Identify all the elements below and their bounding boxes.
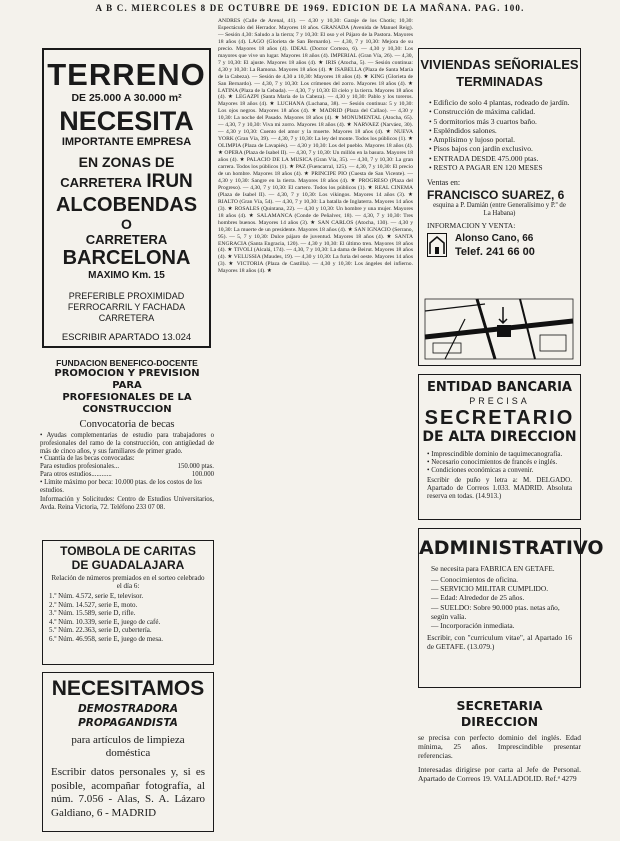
administrativo-item: — SERVICIO MILITAR CUMPLIDO. bbox=[431, 584, 549, 594]
viviendas-phone: Telef. 241 66 00 bbox=[455, 245, 535, 258]
convocatoria: Convocatoria de becas bbox=[79, 419, 175, 430]
necesitamos-ad bbox=[42, 672, 214, 832]
administrativo-ad bbox=[418, 528, 604, 688]
en-zonas: EN ZONAS DE bbox=[78, 154, 175, 170]
maximo-label: MAXIMO Km. 15 bbox=[88, 270, 165, 281]
entidad-items bbox=[419, 446, 580, 475]
fundacion-row-2 bbox=[40, 471, 214, 479]
prize-item: 4.º Núm. 10.339, serie E, juego de café. bbox=[49, 617, 161, 626]
viviendas-ventas: Ventas en: bbox=[427, 178, 461, 188]
administrativo-item: — Conocimientos de oficina. bbox=[431, 575, 519, 584]
o-label: O bbox=[121, 216, 132, 232]
necesitamos-subtitle: DEMOSTRADORA PROPAGANDISTA bbox=[77, 703, 179, 729]
administrativo-items bbox=[419, 573, 580, 630]
administrativo-intro: Se necesita para FABRICA EN GETAFE. bbox=[431, 564, 555, 573]
administrativo-footer: Escribir, con "curriculum vitae", al Apartado 16 de GETAFE. (13.079.) bbox=[427, 633, 572, 652]
secretaria-body: se precisa con perfecto dominio del inglés. Edad mínima, 25 años. Imprescindible presentar referencias. bbox=[418, 733, 581, 761]
prize-item: 3.º Núm. 15.589, serie D, rifle. bbox=[49, 609, 136, 618]
prize-item: 2.º Núm. 14.527, serie E, moto. bbox=[49, 600, 138, 609]
entidad-secretario: SECRETARIO bbox=[424, 407, 575, 429]
viviendas-items bbox=[419, 90, 580, 172]
fundacion-info: Información y Solicitudes: Centro de Estudios Universitarios, Avda. Reina Victoria, 72. Teléfono 233 07 08. bbox=[40, 496, 214, 512]
fundacion-row-1 bbox=[40, 463, 214, 471]
viviendas-item: • 5 dormitorios más 3 cuartos baño. bbox=[429, 116, 537, 126]
row1-label: Para estudios profesionales... bbox=[40, 463, 120, 471]
viviendas-title-1: VIVIENDAS SEÑORIALES bbox=[420, 57, 579, 72]
administrativo-title: ADMINISTRATIVO bbox=[419, 537, 604, 559]
irun-label: IRUN bbox=[146, 171, 193, 192]
tombola-intro: Relación de números premiados en el sorteo celebrado el día 6: bbox=[51, 574, 205, 590]
secretaria-footer: Interesadas dirigirse por carta al Jefe de Personal. Apartado de Correos 19. VALLADOLID. Ref.ª 4279 bbox=[418, 764, 581, 783]
row2-value: 100.000 bbox=[191, 470, 214, 478]
viviendas-item: • Construcción de máxima calidad. bbox=[429, 107, 536, 117]
tombola-title-1: TOMBOLA DE CARITAS bbox=[60, 544, 196, 558]
carretera-label: CARRETERA bbox=[60, 175, 142, 190]
entidad-item: • Condiciones económicas a convenir. bbox=[427, 466, 534, 475]
fundacion-line1: FUNDACION BENEFICO-DOCENTE bbox=[56, 358, 198, 368]
viviendas-item: • RESTO A PAGAR EN 120 MESES bbox=[429, 163, 543, 173]
barcelona-label: BARCELONA bbox=[62, 247, 191, 269]
fundacion-line4: CONSTRUCCION bbox=[82, 404, 172, 415]
viviendas-info: INFORMACION Y VENTA: bbox=[427, 220, 516, 230]
cinema-listings bbox=[218, 18, 413, 828]
carretera-label-2: CARRETERA bbox=[85, 232, 168, 247]
entidad-precisa: PRECISA bbox=[469, 396, 530, 406]
prize-item: 6.º Núm. 46.958, serie E, juego de mesa. bbox=[49, 634, 163, 643]
prize-item: 1.º Núm. 4.572, serie E, televisor. bbox=[49, 592, 144, 600]
page-header: A B C. MIERCOLES 8 DE OCTUBRE DE 1969. EDICION DE LA MAÑANA. PAG. 100. bbox=[95, 3, 525, 13]
administrativo-item: — Incorporación inmediata. bbox=[431, 621, 515, 631]
necesitamos-para: para artículos de limpieza doméstica bbox=[71, 734, 185, 759]
viviendas-contact bbox=[419, 231, 580, 259]
tombola-prizes bbox=[43, 592, 213, 644]
entidad-item: • Necesario conocimientos de francés e inglés. bbox=[427, 458, 558, 467]
viviendas-title-2: TERMINADAS bbox=[456, 74, 543, 89]
fundacion-line3: PROFESIONALES DE LA bbox=[62, 392, 192, 403]
fundacion-line2: PROMOCION Y PREVISION PARA bbox=[54, 368, 200, 391]
fundacion-bullet-3: • Límite máximo por beca: 10.000 ptas. de los costos de los estudios. bbox=[40, 478, 202, 494]
necesitamos-title: NECESITAMOS bbox=[51, 677, 205, 700]
escribir-apartado: ESCRIBIR APARTADO 13.024 bbox=[61, 332, 192, 343]
terreno-title: TERRENO bbox=[47, 57, 206, 92]
preferible-3: CARRETERA bbox=[98, 313, 155, 323]
secretaria-title: SECRETARIA DIRECCION bbox=[456, 698, 543, 729]
fundacion-bullet-2: • Cuantía de las becas convocadas: bbox=[40, 455, 135, 463]
importante-empresa: IMPORTANTE EMPRESA bbox=[61, 136, 192, 148]
location-map bbox=[425, 299, 573, 359]
viviendas-item: • Espléndidos salones. bbox=[429, 125, 497, 135]
house-logo-icon bbox=[427, 233, 447, 257]
viviendas-item: • Amplísimo y lujoso portal. bbox=[429, 135, 515, 145]
administrativo-item: — SUELDO: Sobre 90.000 ptas. netas año, según valía. bbox=[431, 602, 560, 621]
row1-value: 150.000 ptas. bbox=[177, 463, 214, 471]
entidad-title: ENTIDAD BANCARIA bbox=[427, 380, 572, 395]
entidad-alta-direccion: DE ALTA DIRECCION bbox=[422, 429, 577, 445]
viviendas-item: • Edificio de solo 4 plantas, rodeado de jardín. bbox=[429, 98, 570, 107]
secretaria-ad bbox=[418, 698, 581, 830]
terreno-ad bbox=[42, 48, 211, 348]
carretera-irun bbox=[44, 171, 209, 194]
viviendas-item: • Pisos bajos con jardín exclusivo. bbox=[429, 144, 533, 154]
viviendas-address: esquina a P. Damián (entre Generalísimo y P.º de La Habana) bbox=[433, 202, 566, 218]
entidad-ad bbox=[418, 374, 581, 520]
listing-text: ANDRES (Calle de Arenal, 41). — 4,30 y 10,30: Garaje de los Chotis; 10,30: Espectáculo del Herrador. Mayores 18 años. GRANADA (Avenida de Manuel Reig). — Sesión 4,30: Saludo a la tierra; 7 y 10,30: El oso y el Pájaro de la Pastora. Mayores 18 años (4). LAGO (Glorieta de San Bernardo). — 4,30, 7 y 10,30: Mejora de su precio. Mayores 18 años (4). IDEAL (Doctor Cortezo, 6). — 4,30 y 10,30: Los mayores que vive un lugar. Mayores 18 años (4). IMPERIAL (Gran Vía, 26). — 4,30, 7 y 10,30: El ajuste. Mayores 18 años (4). ★ IRIS (Atocha, 5). — Sesión continua: 4,30 y 10,30: La Ramona. Mayores 18 años (4). ★ ISABELLA (Plaza de Santa María de la Cabeza). — Sesión de 4,30 a 10,30: Mayores 18 años (4). ★ KING (Glorieta de San Bernardo). — 4,30, 7 y 10,30: Los crímenes del zorro. Mayores 18 años (4). ★ LATINA (Plaza de la Cebada). — 4,30, 7 y 10,30: El cielo y la tierra. Mayores 18 años (4). ★ LEGAZPI (Santa María de la Cabeza). — 4,30 y 10,30: Pablo y los toreros. Mayores 18 años (4). ★ LUCHANA (Luchana, 38). — Sesión continua: 5 y 10,30: Los ojos negros. Mayores 18 años (4). ★ MADRID (Plaza del Callao). — 4,30 y 10,30: La noche del Pasado. Mayores 18 años (4). ★ MONUMENTAL (Atocha, 65). — 4,30, 7 y 10,30: Viva mi zorro. Mayores 18 años (4). ★ NARVAEZ (Narváez, 30). — 4,30 y 10,30: Cuento del amor y la muerte. Mayores 18 años (4). ★ NUEVA YORK (Gran Vía, 39). — 4,30, 7 y 10,30: La ley del monte. Todos los públicos (1). ★ OLIMPIA (Plaza de Lavapiés). — 4,30 y 10,30: Los del pueblo. Mayores 18 años (4). ★ OPERA (Plaza de Isabel II). — 4,30, 7 y 10,30: Un millón en la basura. Mayores 18 años (4). ★ PALACIO DE LA MUSICA (Gran Vía, 35). — 4,30, 7 y 10,30: La gran carrera. Todos los públicos (1). ★ PAZ (Fuencarral, 125). — 4,30, 7 y 10,30: El precio de un hombre. Mayores 18 años (4). ★ PRINCIPE PIO (Cuesta de San Vicente). — 4,30 y 10,30: Sangre en la tierra. Mayores 18 años (4). ★ PROGRESO (Plaza del Progreso). — 4,30, 7 y 10,30: El cartero. Todos los públicos (1). ★ REAL CINEMA (Plaza de Isabel II). — 4,30, 7 y 10,30: Los vikingos. Mayores 14 años (3). ★ RIALTO (Gran Vía, 54). — 4,30, 7 y 10,30: La batalla de Inglaterra. Mayores 14 años (3). ★ ROSALES (Quintana, 22). — 4,30 y 10,30: Un hombre y una mujer. Mayores 18 años (4). ★ SALAMANCA (Conde de Peñalver, 18). — 4,30, 7 y 10,30: Tres hombres buenos. Mayores 14 años (3). ★ SAN CARLOS (Atocha, 130). — 4,30 y 10,30: La muerte de un presidente. Mayores 18 años (4). ★ SAN IGNACIO (Serrano, 95). — 5, 7 y 10,30: Dulce pájaro de juventud. Mayores 18 años (4). ★ SANTA ENGRACIA (Santa Engracia, 120). — 4,30 y 10,30: El último tren. Mayores 18 años (4). ★ TIVOLI (Alcalá, 174). — 4,30, 7 y 10,30: La dama de Beirut. Mayores 18 años (4). ★ VELUSSIA (Maudes, 19). — 4,30 y 10,30: La furia del oeste. Mayores 14 años (3). ★ VICTORIA (Plaza de Castilla). — 4,30 y 10,30: Los ángeles del infierno. Mayores 18 años (4). ★ bbox=[218, 18, 413, 275]
preferible-2: FERROCARRIL Y FACHADA bbox=[67, 302, 186, 312]
necesita-heading: NECESITA bbox=[59, 106, 194, 136]
fundacion-bullet-1: • Ayudas complementarias de estudio para trabajadores o profesionales del ramo de la construcción, con antigüedad de más de cinco años, y sus familiares de primer grado. bbox=[40, 432, 214, 455]
fundacion-ad bbox=[40, 358, 214, 530]
tombola-title-2: DE GUADALAJARA bbox=[71, 558, 185, 572]
viviendas-item: • ENTRADA DESDE 475.000 ptas. bbox=[429, 153, 539, 163]
preferible-1: PREFERIBLE PROXIMIDAD bbox=[68, 291, 185, 301]
alcobendas-label: ALCOBENDAS bbox=[55, 194, 198, 216]
entidad-item: • Imprescindible dominio de taquimecanografía. bbox=[427, 450, 563, 458]
tombola-ad bbox=[42, 540, 214, 665]
administrativo-item: — Edad: Alrededor de 25 años. bbox=[431, 593, 525, 603]
viviendas-ad bbox=[418, 48, 581, 366]
entidad-footer: Escribir de puño y letra a: M. DELGADO. Apartado de Correos 1.033. MADRID. Absoluta reserva en todas. (14.913.) bbox=[427, 475, 572, 501]
viviendas-agent: Alonso Cano, 66 bbox=[455, 232, 534, 244]
row2-label: Para otros estudios............ bbox=[40, 470, 112, 478]
prize-item: 5.º Núm. 22.363, serie D, cubertería. bbox=[49, 626, 152, 635]
necesitamos-body: Escribir datos personales y, si es posible, acompañar fotografía, al núm. 7.056 - Alas, S. A. Lázaro Galdiano, 6 - MADRID bbox=[51, 766, 205, 819]
terreno-size: DE 25.000 A 30.000 m² bbox=[71, 92, 182, 104]
viviendas-address-name: FRANCISCO SUAREZ, 6 bbox=[427, 188, 565, 203]
